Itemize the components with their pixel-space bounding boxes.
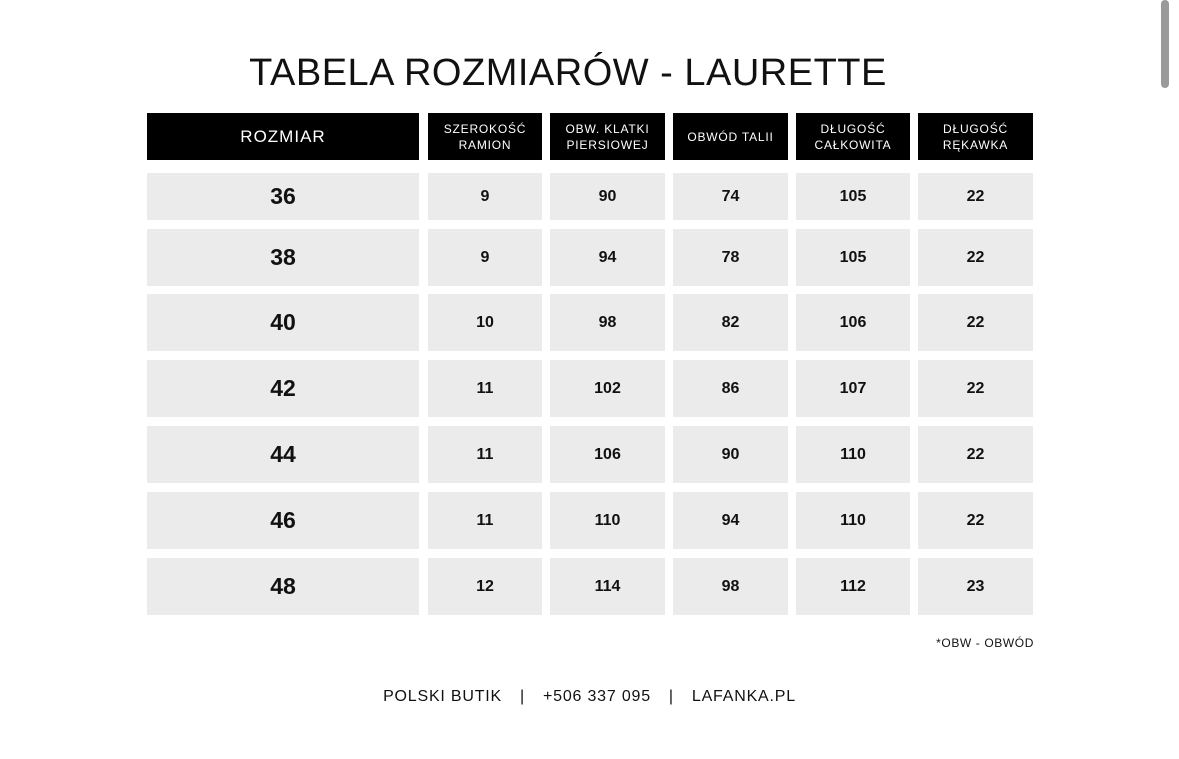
- footer-website: LAFANKA.PL: [691, 688, 796, 705]
- header-chest: OBW. KLATKI PIERSIOWEJ: [550, 113, 665, 160]
- cell-size: 46: [147, 492, 419, 549]
- cell-waist: 98: [673, 558, 788, 615]
- cell-chest: 102: [550, 360, 665, 417]
- cell-sleeve-length: 22: [918, 294, 1033, 351]
- cell-size: 38: [147, 229, 419, 286]
- cell-total-length: 112: [796, 558, 910, 615]
- cell-sleeve-length: 22: [918, 360, 1033, 417]
- cell-waist: 90: [673, 426, 788, 483]
- cell-chest: 106: [550, 426, 665, 483]
- cell-total-length: 110: [796, 426, 910, 483]
- header-waist: OBWÓD TALII: [673, 113, 788, 160]
- cell-total-length: 105: [796, 173, 910, 220]
- cell-size: 36: [147, 173, 419, 220]
- cell-shoulder-width: 11: [428, 360, 542, 417]
- cell-shoulder-width: 12: [428, 558, 542, 615]
- cell-chest: 94: [550, 229, 665, 286]
- scrollbar[interactable]: [1161, 0, 1169, 88]
- cell-shoulder-width: 9: [428, 173, 542, 220]
- cell-waist: 82: [673, 294, 788, 351]
- footer-separator: |: [668, 688, 674, 705]
- cell-sleeve-length: 22: [918, 426, 1033, 483]
- footer-separator: |: [520, 688, 525, 705]
- cell-size: 44: [147, 426, 419, 483]
- cell-waist: 74: [673, 173, 788, 220]
- cell-total-length: 106: [796, 294, 910, 351]
- cell-waist: 78: [673, 229, 788, 286]
- header-size: ROZMIAR: [147, 113, 419, 160]
- cell-sleeve-length: 23: [918, 558, 1033, 615]
- cell-sleeve-length: 22: [918, 492, 1033, 549]
- header-sleeve-length: DŁUGOŚĆ RĘKAWKA: [918, 113, 1033, 160]
- cell-size: 48: [147, 558, 419, 615]
- cell-chest: 90: [550, 173, 665, 220]
- cell-size: 40: [147, 294, 419, 351]
- cell-total-length: 107: [796, 360, 910, 417]
- cell-shoulder-width: 11: [428, 492, 542, 549]
- cell-sleeve-length: 22: [918, 229, 1033, 286]
- cell-waist: 86: [673, 360, 788, 417]
- cell-shoulder-width: 9: [428, 229, 542, 286]
- cell-shoulder-width: 10: [428, 294, 542, 351]
- header-total-length: DŁUGOŚĆ CAŁKOWITA: [796, 113, 910, 160]
- cell-shoulder-width: 11: [428, 426, 542, 483]
- cell-total-length: 110: [796, 492, 910, 549]
- cell-total-length: 105: [796, 229, 910, 286]
- footer: [0, 688, 1179, 706]
- footnote: *OBW - OBWÓD: [936, 636, 1034, 650]
- footer-shop: POLSKI BUTIK: [383, 688, 503, 705]
- cell-size: 42: [147, 360, 419, 417]
- footer-phone: +506 337 095: [543, 688, 651, 705]
- cell-chest: 98: [550, 294, 665, 351]
- cell-chest: 114: [550, 558, 665, 615]
- header-shoulder-width: SZEROKOŚĆ RAMION: [428, 113, 542, 160]
- cell-chest: 110: [550, 492, 665, 549]
- cell-sleeve-length: 22: [918, 173, 1033, 220]
- cell-waist: 94: [673, 492, 788, 549]
- page-title: TABELA ROZMIARÓW - LAURETTE: [249, 52, 887, 94]
